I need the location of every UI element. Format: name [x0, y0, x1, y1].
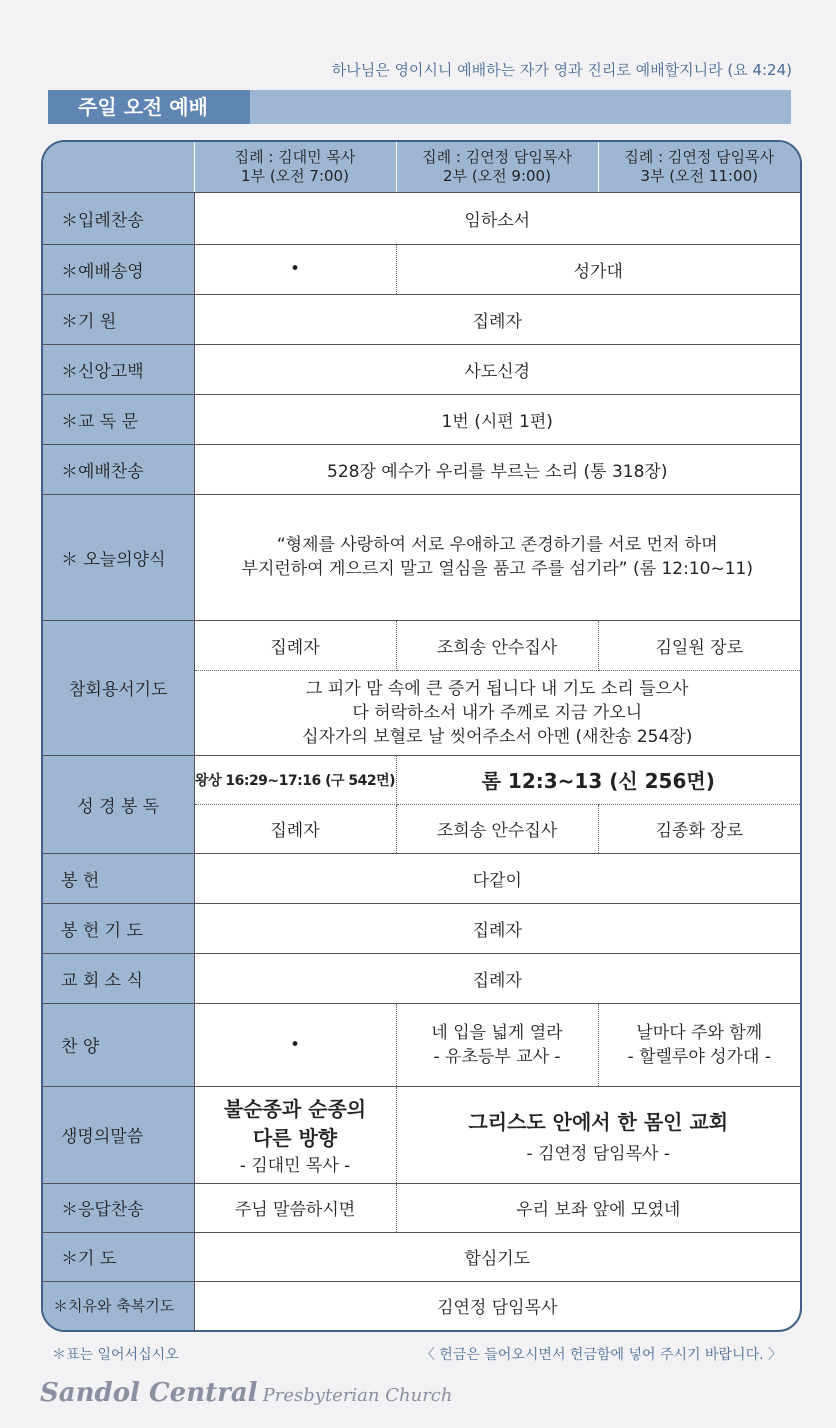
- row-label: ＊입례찬송: [43, 192, 194, 244]
- sermon-service-2-3: 그리스도 안에서 한 몸인 교회 - 김연정 담임목사 -: [396, 1086, 800, 1183]
- row-responsive-reading: [43, 394, 800, 444]
- row-label: ＊치유와 축복기도: [43, 1281, 194, 1330]
- row-label: 성 경 봉 독: [43, 755, 194, 853]
- row-healing-blessing: [43, 1281, 800, 1330]
- row-label: 교 회 소 식: [43, 953, 194, 1003]
- row-value-service-1: •: [194, 244, 396, 294]
- response-service-2-3: 우리 보좌 앞에 모였네: [396, 1183, 800, 1232]
- service-2-header: 집례 : 김연정 담임목사 2부 (오전 9:00): [396, 142, 598, 192]
- row-label: ＊기 도: [43, 1232, 194, 1281]
- reader-3: 김종화 장로: [598, 804, 800, 853]
- row-offering: [43, 853, 800, 903]
- row-label: ＊ 오늘의양식: [43, 494, 194, 620]
- church-name: Sandol Central: [40, 1378, 258, 1408]
- row-prayer: [43, 1232, 800, 1281]
- row-praise: [43, 1003, 800, 1086]
- sermon-service-1: 불순종과 순종의 다른 방향 - 김대민 목사 -: [194, 1086, 396, 1183]
- reader-1: 집례자: [194, 804, 396, 853]
- row-value: 528장 예수가 우리를 부르는 소리 (통 318장): [194, 444, 800, 494]
- header-blank: [43, 142, 194, 192]
- church-logo: [40, 1378, 452, 1408]
- row-label: 참회용서기도: [43, 620, 194, 755]
- row-value: 1번 (시편 1편): [194, 394, 800, 444]
- row-label: 생명의말씀: [43, 1086, 194, 1183]
- row-sermon: [43, 1086, 800, 1183]
- prayer-leader-1: 집례자: [194, 620, 396, 670]
- praise-service-2: 네 입을 넓게 열라 - 유초등부 교사 -: [396, 1003, 598, 1086]
- row-opening-hymn: [43, 192, 800, 244]
- row-value: 다같이: [194, 853, 800, 903]
- standing-note: ＊표는 일어서십시오: [52, 1347, 179, 1363]
- row-label: 찬 양: [43, 1003, 194, 1086]
- scripture-verse: 하나님은 영이시니 예배하는 자가 영과 진리로 예배할지니라 (요 4:24): [331, 61, 792, 79]
- worship-order-table: [41, 140, 802, 1332]
- row-label: ＊신앙고백: [43, 344, 194, 394]
- row-invocation: [43, 294, 800, 344]
- row-offering-prayer: [43, 903, 800, 953]
- service-header-row: [43, 142, 800, 192]
- scripture-ref-1: 왕상 16:29~17:16 (구 542면): [194, 755, 396, 804]
- row-value: 사도신경: [194, 344, 800, 394]
- confession-hymn-lyrics: 그 피가 맘 속에 큰 증거 됩니다 내 기도 소리 들으사 다 허락하소서 내가 주께로 지금 가오니 십자가의 보혈로 날 씻어주소서 아멘 (새찬송 254장): [194, 670, 800, 755]
- row-value: 김연정 담임목사: [437, 1298, 558, 1319]
- row-daily-bread: [43, 494, 800, 620]
- response-service-1: 주님 말씀하시면: [194, 1183, 396, 1232]
- prayer-leader-2: 조희송 안수집사: [396, 620, 598, 670]
- service-1-header: 집례 : 김대민 목사 1부 (오전 7:00): [194, 142, 396, 192]
- prayer-leader-3: 김일원 장로: [598, 620, 800, 670]
- row-response-hymn: [43, 1183, 800, 1232]
- row-confession-prayer: [43, 620, 800, 670]
- row-doxology: [43, 244, 800, 294]
- row-label: 봉 헌 기 도: [43, 903, 194, 953]
- row-label: ＊예배찬송: [43, 444, 194, 494]
- row-creed: [43, 344, 800, 394]
- row-worship-hymn: [43, 444, 800, 494]
- row-label: ＊응답찬송: [43, 1183, 194, 1232]
- row-scripture-reading: [43, 755, 800, 804]
- row-label: ＊예배송영: [43, 244, 194, 294]
- section-title: 주일 오전 예배: [48, 90, 250, 124]
- row-value: 임하소서: [194, 192, 800, 244]
- praise-service-3: 날마다 주와 함께 - 할렐루야 성가대 -: [598, 1003, 800, 1086]
- row-value: “형제를 사랑하여 서로 우애하고 존경하기를 서로 먼저 하며 부지런하여 게으르지 말고 열심을 품고 주를 섬기라” (롬 12:10~11): [194, 494, 800, 620]
- service-3-header: 집례 : 김연정 담임목사 3부 (오전 11:00): [598, 142, 800, 192]
- row-label: ＊교 독 문: [43, 394, 194, 444]
- praise-service-1: •: [194, 1003, 396, 1086]
- row-value: 합심기도: [194, 1232, 800, 1281]
- row-value: 집례자: [194, 294, 800, 344]
- section-title-bar: [48, 90, 791, 124]
- scripture-ref-2: 롬 12:3~13 (신 256면): [396, 755, 800, 804]
- row-label: ＊기 원: [43, 294, 194, 344]
- row-value: 성가대: [396, 244, 800, 294]
- offering-note: 〈 헌금은 들어오시면서 헌금함에 넣어 주시기 바랍니다. 〉: [420, 1347, 782, 1363]
- row-value: 집례자: [194, 903, 800, 953]
- reader-2: 조희송 안수집사: [396, 804, 598, 853]
- row-church-news: [43, 953, 800, 1003]
- church-subtitle: Presbyterian Church: [262, 1385, 453, 1406]
- row-value: 집례자: [194, 953, 800, 1003]
- row-label: 봉 헌: [43, 853, 194, 903]
